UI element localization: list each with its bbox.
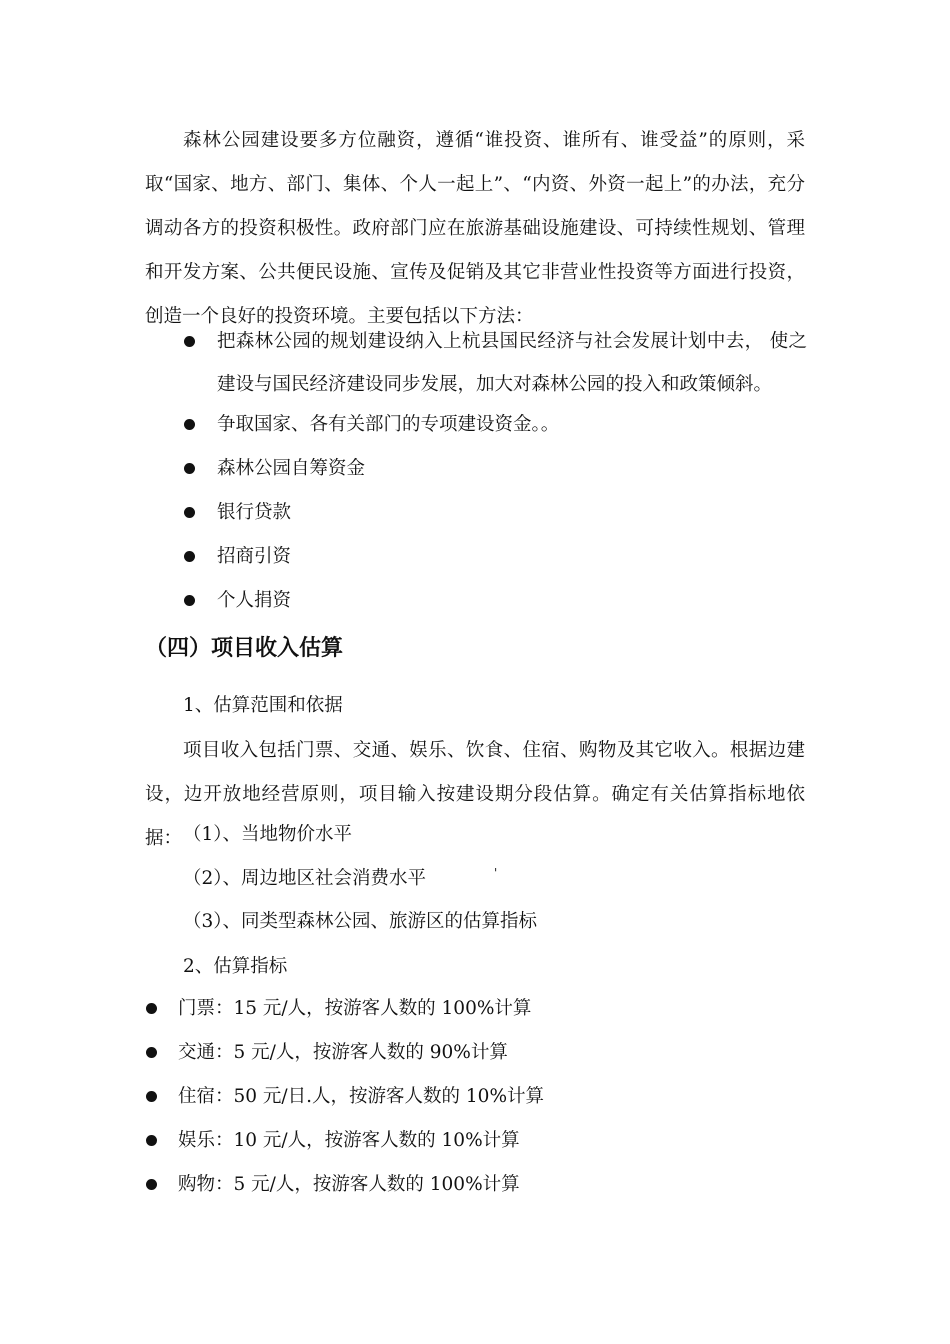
stray-mark: ' bbox=[494, 866, 498, 880]
bullet-icon bbox=[184, 419, 195, 430]
bullet-icon bbox=[146, 1047, 157, 1058]
list-item-text: 银行贷款 bbox=[217, 502, 292, 523]
list-item-text: 把森林公园的规划建设纳入上杭县国民经济与社会发展计划中去， 使之建设与国民经济建设同步发展，加大对森林公园的投入和政策倾斜。 bbox=[217, 331, 807, 395]
bullet-icon bbox=[184, 463, 195, 474]
bullet-icon bbox=[146, 1179, 157, 1190]
scope-paragraph: 项目收入包括门票、交通、娱乐、饮食、住宿、购物及其它收入。根据边建设，边开放地经营原则，项目输入按建设期分段估算。确定有关估算指标地依据： bbox=[145, 740, 805, 849]
list-item-text: 个人捐资 bbox=[217, 590, 292, 611]
intro-paragraph: 森林公园建设要多方位融资，遵循“谁投资、谁所有、谁受益”的原则，采取“国家、地方、部门、集体、个人一起上”、“内资、外资一起上”的办法，充分调动各方的投资积极性。政府部门应在旅游基础设施建设、可持续性规划、管理和开发方案、公共便民设施、宣传及促销及其它非营业性投资等方面进行投资，创造一个良好的投资环境。主要包括以下方法： bbox=[145, 130, 805, 327]
bullet-icon bbox=[146, 1003, 157, 1014]
list-item: （1）、当地物价水平 bbox=[183, 824, 353, 845]
bullet-icon bbox=[146, 1135, 157, 1146]
subsection-title: 1、估算范围和依据 bbox=[183, 695, 343, 716]
bullet-icon bbox=[146, 1091, 157, 1102]
list-item-text: 招商引资 bbox=[217, 546, 292, 567]
subsection-title: 2、估算指标 bbox=[183, 956, 288, 977]
section-heading: （四）项目收入估算 bbox=[145, 635, 344, 661]
bullet-icon bbox=[184, 507, 195, 518]
list-item-text: 门票：15 元/人，按游客人数的 100%计算 bbox=[178, 998, 532, 1019]
list-item: （3）、同类型森林公园、旅游区的估算指标 bbox=[183, 911, 538, 932]
list-item-text: 争取国家、各有关部门的专项建设资金。。 bbox=[217, 414, 560, 435]
list-item-text: 森林公园自筹资金 bbox=[217, 458, 366, 479]
bullet-icon bbox=[184, 336, 195, 347]
bullet-icon bbox=[184, 595, 195, 606]
list-item-text: 娱乐：10 元/人，按游客人数的 10%计算 bbox=[178, 1130, 520, 1151]
list-item-text: 交通：5 元/人，按游客人数的 90%计算 bbox=[178, 1042, 508, 1063]
list-item: （2）、周边地区社会消费水平 bbox=[183, 868, 427, 889]
list-item-text: 住宿：50 元/日.人，按游客人数的 10%计算 bbox=[178, 1086, 545, 1107]
bullet-icon bbox=[184, 551, 195, 562]
list-item-text: 购物：5 元/人，按游客人数的 100%计算 bbox=[178, 1174, 520, 1195]
